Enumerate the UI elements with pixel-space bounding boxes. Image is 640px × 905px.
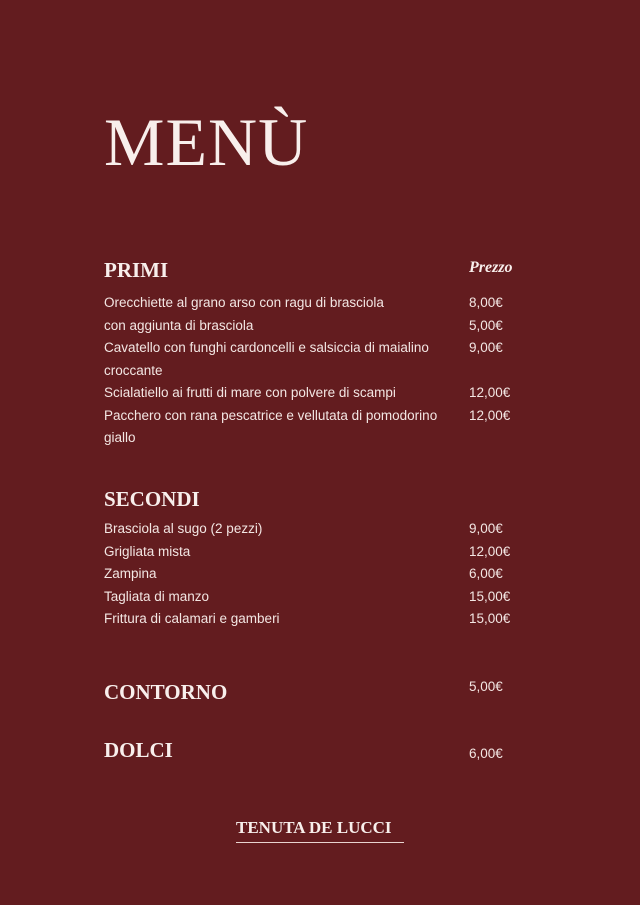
primi-list [104, 292, 524, 450]
menu-item [104, 292, 524, 315]
item-name: con aggiunta di brasciola [104, 317, 254, 333]
section-title-dolci: DOLCI [104, 738, 173, 762]
menu-item [104, 315, 524, 338]
item-price: 6,00€ [469, 566, 503, 581]
section-title-contorno: CONTORNO [104, 680, 228, 704]
menu-item [104, 405, 524, 450]
item-name: Cavatello con funghi cardoncelli e salsiccia di maialino croccante [104, 340, 429, 378]
item-price: 12,00€ [469, 407, 511, 423]
contorno-price: 5,00€ [469, 679, 503, 694]
item-price: 15,00€ [469, 611, 511, 626]
item-name: Scialatiello ai frutti di mare con polvere di scampi [104, 385, 396, 400]
section-title-primi: PRIMI [104, 258, 169, 282]
menu-item [104, 586, 524, 609]
item-price: 12,00€ [469, 385, 511, 400]
brand-name: TENUTA DE LUCCI [236, 818, 392, 837]
brand-underline [236, 842, 404, 843]
item-name: Brasciola al sugo (2 pezzi) [104, 521, 263, 536]
menu-item [104, 608, 524, 631]
item-name: Frittura di calamari e gamberi [104, 611, 280, 626]
menu-item [104, 382, 524, 405]
item-price: 9,00€ [469, 521, 503, 536]
item-name: Orecchiette al grano arso con ragu di brasciola [104, 295, 384, 310]
menu-item [104, 541, 524, 564]
item-name: Grigliata mista [104, 543, 191, 559]
item-name: Zampina [104, 566, 157, 581]
item-name: Pacchero con rana pescatrice e vellutata di pomodorino giallo [104, 407, 438, 445]
price-column-header: Prezzo [469, 259, 513, 276]
secondi-list [104, 518, 524, 631]
menu-item [104, 518, 524, 541]
section-title-secondi: SECONDI [104, 487, 200, 511]
menu-item [104, 563, 524, 586]
item-price: 9,00€ [469, 340, 503, 355]
item-name: Tagliata di manzo [104, 588, 210, 604]
dolci-price: 6,00€ [469, 746, 503, 761]
item-price: 5,00€ [469, 317, 503, 333]
item-price: 12,00€ [469, 543, 511, 559]
menu-title: MENÙ [104, 104, 309, 180]
item-price: 15,00€ [469, 588, 511, 604]
menu-item [104, 337, 524, 382]
item-price: 8,00€ [469, 295, 503, 310]
